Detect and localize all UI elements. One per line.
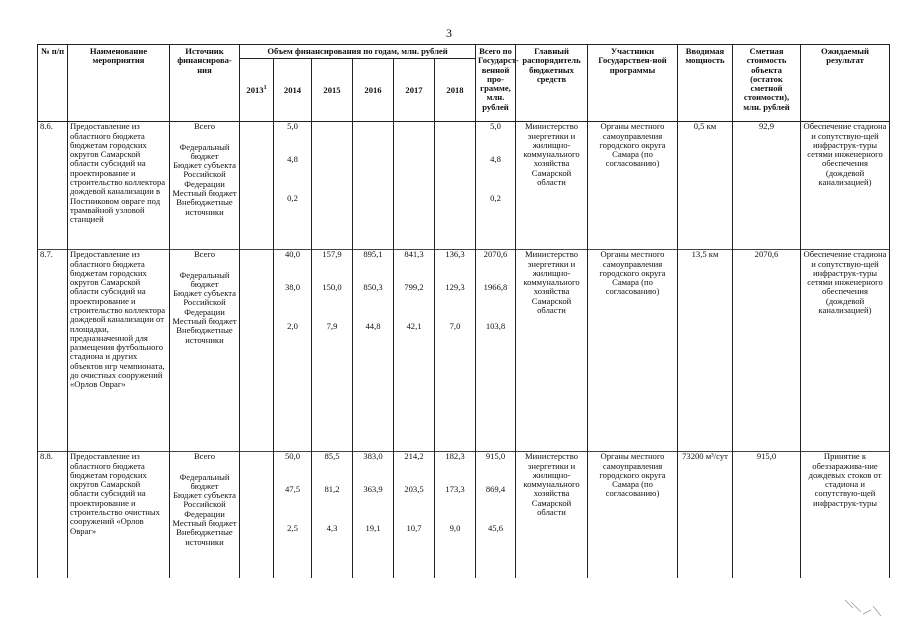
footnote-mark: 1 — [263, 85, 267, 92]
value-cell — [314, 535, 350, 546]
row-value-y2017 — [394, 250, 435, 452]
source-label: Всего — [193, 121, 216, 132]
header-year-2018: 2018 — [435, 59, 476, 122]
row-participants: Органы местного самоуправления городского округа Самара (по согласованию) — [588, 250, 678, 452]
value-cell: 40,0 — [284, 249, 301, 260]
row-sources — [170, 452, 240, 578]
header-year-2015: 2015 — [312, 59, 353, 122]
row-capacity: 13,5 км — [678, 250, 733, 452]
row-value-y2013 — [240, 250, 274, 452]
row-value-total — [476, 452, 516, 578]
value-cell — [355, 333, 391, 344]
value-cell — [355, 535, 391, 546]
row-value-y2017 — [394, 122, 435, 250]
value-cell: 383,0 — [363, 451, 383, 462]
source-label: Федеральный бюджет — [179, 141, 230, 161]
value-cell: 850,3 — [363, 282, 383, 293]
program-table — [37, 44, 890, 578]
row-value-y2014 — [274, 452, 312, 578]
row-result: Обеспечение стадиона и сопутствую-щей инфраструк-туры сетями инженерного обеспечения (дождевой канализацией) — [801, 122, 890, 250]
value-cell: 799,2 — [404, 282, 424, 293]
value-cell: 4,8 — [287, 154, 298, 165]
value-cell: 42,1 — [406, 321, 422, 332]
value-cell: 5,0 — [490, 121, 501, 132]
value-cell — [314, 333, 350, 344]
row-manager: Министерство энергетики и жилищно-коммунального хозяйства Самарской области — [516, 250, 588, 452]
value-cell: 10,7 — [406, 523, 422, 534]
source-label: Бюджет субъекта Российской Федерации — [173, 490, 236, 519]
row-result: Принятие к обеззаражива-ние дождевых стоков от стадиона и сопутствую-щей инфраструк-туры — [801, 452, 890, 578]
header-participants: Участники Государствен-ной программы — [588, 45, 678, 122]
table-row — [38, 452, 890, 578]
row-cost: 915,0 — [733, 452, 801, 578]
header-manager: Главный распорядитель бюджетных средств — [516, 45, 588, 122]
value-cell: 19,1 — [365, 523, 381, 534]
source-label: Федеральный бюджет — [179, 269, 230, 289]
value-cell — [276, 535, 309, 546]
value-cell: 150,0 — [322, 282, 342, 293]
value-cell — [396, 535, 432, 546]
header-capacity: Вводимая мощность — [678, 45, 733, 122]
value-cell: 1966,8 — [483, 282, 508, 293]
row-value-total — [476, 250, 516, 452]
value-cell: 50,0 — [284, 451, 301, 462]
value-cell — [437, 333, 473, 344]
value-cell: 38,0 — [284, 282, 301, 293]
value-cell: 103,8 — [485, 321, 506, 332]
value-cell — [478, 333, 513, 344]
row-value-total — [476, 122, 516, 250]
value-cell: 7,0 — [449, 321, 461, 332]
source-label: Федеральный бюджет — [179, 471, 230, 491]
table-row — [38, 122, 890, 250]
row-name: Предоставление из областного бюджета бюджетам городских округов Самарской области субсидий на проектирование и строительство коллектора дождевой канализации от площадки, предназначенной для размещения футбольного стадиона и других объектов игр чемпионата, до очистных сооружений «Орлов Овраг» — [68, 250, 170, 452]
row-value-y2016 — [353, 452, 394, 578]
table-row — [38, 250, 890, 452]
row-value-y2017 — [394, 452, 435, 578]
row-value-y2013 — [240, 122, 274, 250]
source-label: Бюджет субъекта Российской Федерации — [173, 160, 236, 189]
value-cell — [276, 205, 309, 216]
row-participants: Органы местного самоуправления городского округа Самара (по согласованию) — [588, 452, 678, 578]
row-sources — [170, 122, 240, 250]
header-cost: Сметная стоимость объекта (остаток сметной стоимости), млн. рублей — [733, 45, 801, 122]
row-value-y2015 — [312, 122, 353, 250]
value-cell: 363,9 — [363, 484, 383, 495]
row-value-y2016 — [353, 122, 394, 250]
row-cost: 2070,6 — [733, 250, 801, 452]
row-value-y2015 — [312, 250, 353, 452]
row-num: 8.7. — [38, 250, 68, 452]
value-cell: 2,0 — [287, 321, 298, 332]
value-cell — [396, 333, 432, 344]
row-value-y2018 — [435, 250, 476, 452]
source-label: Местный бюджет — [172, 517, 237, 528]
row-capacity: 73200 м³/сут — [678, 452, 733, 578]
row-manager: Министерство энергетики и жилищно-коммунального хозяйства Самарской области — [516, 452, 588, 578]
value-cell: 841,3 — [404, 249, 424, 260]
value-cell: 4,8 — [490, 154, 501, 165]
header-year-2014: 2014 — [274, 59, 312, 122]
row-manager: Министерство энергетики и жилищно-коммунального хозяйства Самарской области — [516, 122, 588, 250]
row-value-y2013 — [240, 452, 274, 578]
value-cell: 895,1 — [363, 249, 383, 260]
row-value-y2018 — [435, 452, 476, 578]
source-label: Местный бюджет — [172, 187, 237, 198]
row-value-y2018 — [435, 122, 476, 250]
pen-mark — [843, 596, 883, 618]
source-label: Всего — [193, 451, 216, 462]
source-label: Бюджет субъекта Российской Федерации — [173, 288, 236, 317]
source-label: Местный бюджет — [172, 315, 237, 326]
header-num: № п/п — [38, 45, 68, 122]
value-cell: 182,3 — [445, 451, 465, 462]
header-source: Источник финансирова-ния — [170, 45, 240, 122]
header-name: Наименование мероприятия — [68, 45, 170, 122]
source-label: Всего — [193, 249, 216, 260]
value-cell: 45,6 — [487, 523, 504, 534]
row-cost: 92,9 — [733, 122, 801, 250]
value-cell: 0,2 — [490, 193, 501, 204]
value-cell: 915,0 — [485, 451, 506, 462]
value-cell: 2,5 — [287, 523, 298, 534]
header-year-2013: 2013$^1$ — [240, 59, 274, 122]
value-cell: 47,5 — [284, 484, 301, 495]
row-value-y2014 — [274, 122, 312, 250]
value-cell: 173,3 — [445, 484, 465, 495]
value-cell: 9,0 — [449, 523, 461, 534]
header-year-2017: 2017 — [394, 59, 435, 122]
value-cell: 7,9 — [326, 321, 338, 332]
header-year-2016: 2016 — [353, 59, 394, 122]
row-result: Обеспечение стадиона и сопутствую-щей инфраструк-туры сетями инженерного обеспечения (дождевой канализацией) — [801, 250, 890, 452]
header-result: Ожидаемый результат — [801, 45, 890, 122]
value-cell — [276, 333, 309, 344]
row-value-y2016 — [353, 250, 394, 452]
value-cell: 136,3 — [445, 249, 465, 260]
value-cell — [478, 205, 513, 216]
row-capacity: 0,5 км — [678, 122, 733, 250]
row-num: 8.6. — [38, 122, 68, 250]
value-cell: 203,5 — [404, 484, 424, 495]
value-cell: 44,8 — [365, 321, 381, 332]
value-cell: 4,3 — [326, 523, 338, 534]
value-cell: 0,2 — [287, 193, 298, 204]
header-total: Всего по Государст-венной про-грамме, млн. рублей — [476, 45, 516, 122]
page-number: 3 — [446, 26, 452, 40]
value-cell — [478, 535, 513, 546]
value-cell: 214,2 — [404, 451, 424, 462]
value-cell: 2070,6 — [483, 249, 508, 260]
row-value-y2015 — [312, 452, 353, 578]
value-cell: 85,5 — [324, 451, 340, 462]
row-value-y2014 — [274, 250, 312, 452]
source-label: Внебюджетные источники — [176, 325, 233, 345]
value-cell — [437, 535, 473, 546]
row-sources — [170, 250, 240, 452]
value-cell: 129,3 — [445, 282, 465, 293]
source-label: Внебюджетные источники — [176, 197, 233, 217]
row-name: Предоставление из областного бюджета бюджетам городских округов Самарской области субсидий на проектирование и строительство очистных сооружений «Орлов Овраг» — [68, 452, 170, 578]
row-participants: Органы местного самоуправления городского округа Самара (по согласованию) — [588, 122, 678, 250]
value-cell: 869,4 — [485, 484, 506, 495]
value-cell: 81,2 — [324, 484, 340, 495]
source-label: Внебюджетные источники — [176, 527, 233, 547]
value-cell: 157,9 — [322, 249, 342, 260]
row-num: 8.8. — [38, 452, 68, 578]
header-funding-group: Объем финансирования по годам, млн. рублей — [240, 45, 476, 59]
row-name: Предоставление из областного бюджета бюджетам городских округов Самарской области субсидий на проектирование и строительство коллектора дождевой канализации в Постниковом овраге под трамвайной узловой станцией — [68, 122, 170, 250]
value-cell: 5,0 — [287, 121, 298, 132]
